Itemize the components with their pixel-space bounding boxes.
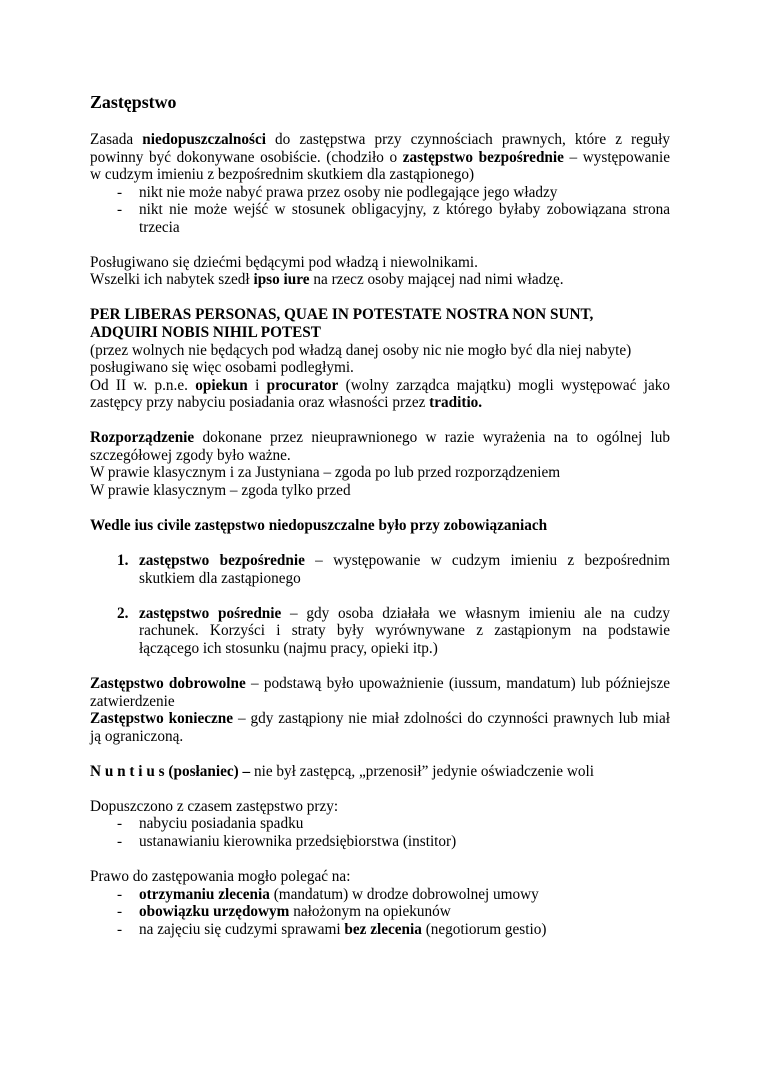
nuntius-line xyxy=(90,763,670,781)
bullet-marker: - xyxy=(117,885,123,903)
bold-term: ipso iure xyxy=(253,271,310,289)
blank-line xyxy=(90,289,670,307)
blank-line xyxy=(90,412,670,430)
text-line: W prawie klasycznym i za Justyniana – zgoda po lub przed rozporządzeniem xyxy=(90,464,561,482)
allowed-paragraph xyxy=(90,798,670,851)
text-line xyxy=(139,552,670,570)
text-line: rachunek. Korzyści i straty były wyrównywane z zastąpionym na podstawie xyxy=(139,622,670,640)
blank-line xyxy=(90,236,670,254)
text-line xyxy=(90,271,670,289)
text-run: dokonane przez nieuprawnionego w razie wyrażenia na to ogólnej lub xyxy=(194,429,670,447)
text-run: Zasada xyxy=(90,131,143,148)
text-run: na zajęciu się cudzymi sprawami xyxy=(139,920,345,938)
text-run: – podstawą było upoważnienie (iussum, mandatum) lub późniejsze xyxy=(245,674,670,692)
bold-term: Zastępstwo dobrowolne xyxy=(90,674,246,692)
bullet-marker: - xyxy=(117,832,123,850)
text-run: nie był zastępcą, „przenosił” jedynie oświadczenie woli xyxy=(250,762,594,780)
bold-term: procurator xyxy=(266,376,339,394)
text-line xyxy=(90,394,670,412)
text-line: W prawie klasycznym – zgoda tylko przed xyxy=(90,481,351,499)
intro-paragraph xyxy=(90,131,670,184)
text-line: Prawo do zastępowania mogło polegać na: xyxy=(90,867,351,885)
bold-term: traditio. xyxy=(429,394,483,412)
bold-term: zastępstwo bezpośrednie xyxy=(139,552,305,570)
bullet-text xyxy=(139,903,670,921)
bold-term: otrzymaniu zlecenia xyxy=(139,885,270,903)
blank-line xyxy=(90,499,670,517)
text-run: – występowanie w cudzym imieniu z bezpośrednim xyxy=(304,552,670,570)
document-body xyxy=(90,131,670,938)
bullet-text: nikt nie może wejść w stosunek obligacyjny, z którego byłaby zobowiązana strona xyxy=(139,201,670,219)
page-title: Zastępstwo xyxy=(90,92,177,112)
text-run: do zastępstwa przy czynnościach prawnych, które z reguły xyxy=(265,131,671,148)
blank-line xyxy=(90,745,670,763)
bold-term: obowiązku urzędowym xyxy=(139,903,290,921)
bold-term: niedopuszczalności xyxy=(142,131,266,148)
bold-term: Zastępstwo konieczne xyxy=(90,710,234,728)
text-run: – występowanie xyxy=(563,148,670,166)
blank-line xyxy=(90,657,670,675)
text-line: posługiwano się więc osobami podległymi. xyxy=(90,359,354,377)
numbered-item xyxy=(90,552,670,587)
bullet-marker: - xyxy=(117,903,123,921)
bullet-item xyxy=(90,886,670,904)
bold-term: zastępstwo pośrednie xyxy=(139,604,282,622)
section-heading: Wedle ius civile zastępstwo niedopuszczalne było przy zobowiązaniach xyxy=(90,517,548,535)
bullet-item xyxy=(90,201,670,236)
bullet-marker: - xyxy=(117,920,123,938)
bold-term: opiekun xyxy=(195,376,248,394)
bullet-text xyxy=(139,886,670,904)
bullet-item xyxy=(90,184,670,202)
latin-maxim-line: PER LIBERAS PERSONAS, QUAE IN POTESTATE NOSTRA NON SUNT, xyxy=(90,306,594,324)
bullet-text: nikt nie może nabyć prawa przez osoby nie podlegające jego władzy xyxy=(139,183,558,201)
text-run: zastępcy przy nabyciu posiadania oraz własności przez xyxy=(90,394,430,412)
text-line xyxy=(90,710,670,728)
intro-line xyxy=(90,149,670,167)
disposition-paragraph xyxy=(90,429,670,499)
text-line: skutkiem dla zastąpionego xyxy=(139,569,301,587)
bold-term: bez zlecenia xyxy=(344,920,422,938)
maxim-paragraph xyxy=(90,306,670,411)
bullet-text: trzecia xyxy=(139,218,180,236)
blank-line xyxy=(90,850,670,868)
text-line: szczegółowej zgody było ważne. xyxy=(90,446,291,464)
list-number: 1. xyxy=(117,552,129,570)
bullet-item xyxy=(90,903,670,921)
intro-bullet-list xyxy=(90,184,670,237)
text-line: (przez wolnych nie będących pod władzą danej osoby nic nie mogło być dla niej nabyte) xyxy=(90,341,632,359)
text-run: (mandatum) w drodze dobrowolnej umowy xyxy=(269,885,539,903)
intro-line xyxy=(90,131,670,149)
bold-term: zastępstwo bezpośrednie xyxy=(402,148,564,166)
text-line: Dopuszczono z czasem zastępstwo przy: xyxy=(90,797,339,815)
bullet-text: ustanawianiu kierownika przedsiębiorstwa (institor) xyxy=(139,832,457,850)
text-run: nałożonym na opiekunów xyxy=(289,903,451,921)
bullet-item xyxy=(90,815,670,833)
bullet-text: nabyciu posiadania spadku xyxy=(139,815,304,833)
text-run: powinny być dokonywane osobiście. (chodziło o xyxy=(90,148,403,166)
subordinates-paragraph xyxy=(90,254,670,289)
numbered-item xyxy=(90,605,670,658)
text-run: Wszelki ich nabytek szedł xyxy=(90,271,254,289)
text-run: na rzecz osoby mającej nad nimi władzę. xyxy=(309,271,564,289)
bullet-text xyxy=(139,921,670,939)
text-line: Posługiwano się dziećmi będącymi pod władzą i niewolnikami. xyxy=(90,253,478,271)
text-line: ją ograniczoną. xyxy=(90,727,184,745)
blank-line xyxy=(90,587,670,605)
text-line xyxy=(90,429,670,447)
text-run: i xyxy=(247,376,267,394)
text-run: (negotiorum gestio) xyxy=(421,920,547,938)
bullet-item xyxy=(90,921,670,939)
text-line: łączącego ich stosunku (najmu pracy, opieki itp.) xyxy=(139,639,438,657)
bullet-marker: - xyxy=(117,201,123,219)
types-paragraph xyxy=(90,675,670,745)
bullet-item xyxy=(90,833,670,851)
bullet-marker: - xyxy=(117,183,123,201)
text-run: (wolny zarządca majątku) mogli występować jako xyxy=(338,376,670,394)
text-run: – gdy zastąpiony nie miał zdolności do czynności prawnych lub miał xyxy=(233,710,670,728)
text-line xyxy=(90,675,670,693)
representation-paragraph xyxy=(90,868,670,938)
text-line: zatwierdzenie xyxy=(90,692,175,710)
bold-term: N u n t i u s (posłaniec) – xyxy=(90,762,251,780)
bullet-marker: - xyxy=(117,815,123,833)
text-run: Od II w. p.n.e. xyxy=(90,376,196,394)
latin-maxim-line: ADQUIRI NOBIS NIHIL POTEST xyxy=(90,324,321,342)
text-run: – gdy osoba działała we własnym imieniu ale na cudzy xyxy=(281,604,670,622)
bold-term: Rozporządzenie xyxy=(90,429,195,447)
text-line xyxy=(139,605,670,623)
blank-line xyxy=(90,535,670,553)
list-number: 2. xyxy=(117,604,129,622)
intro-line: w cudzym imieniu z bezpośrednim skutkiem dla zastąpionego) xyxy=(90,166,475,184)
blank-line xyxy=(90,780,670,798)
text-line xyxy=(90,377,670,395)
